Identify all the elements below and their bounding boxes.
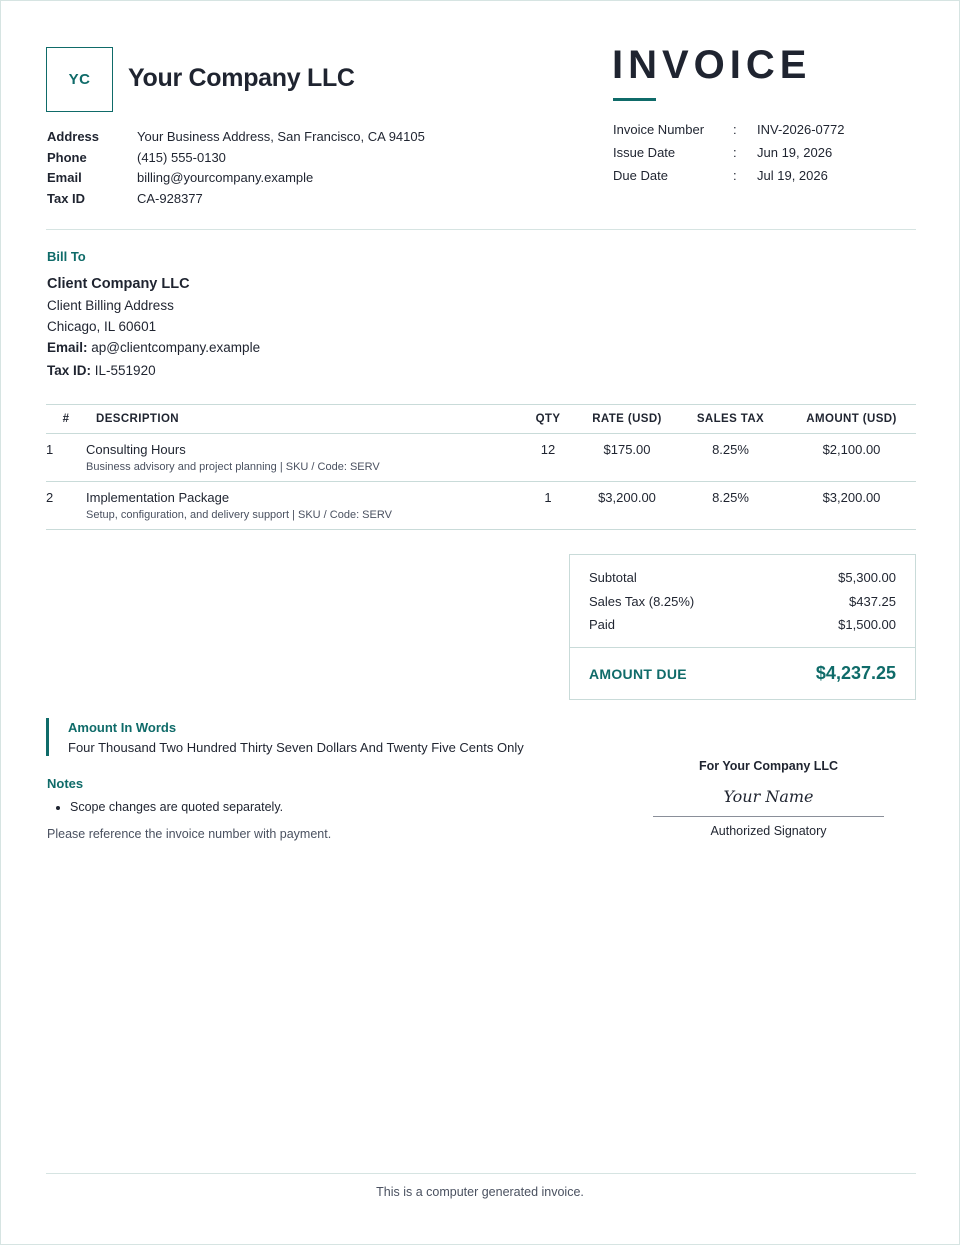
phone-value: (415) 555-0130 <box>137 149 226 165</box>
address-value: Your Business Address, San Francisco, CA 94105 <box>137 128 425 144</box>
client-taxid <box>47 363 447 378</box>
col-description-header: DESCRIPTION <box>86 405 516 434</box>
client-name: Client Company LLC <box>47 276 190 292</box>
signature-role: Authorized Signatory <box>710 824 827 838</box>
row-qty: 1 <box>516 482 580 530</box>
amount-due-row <box>589 663 896 684</box>
title-accent-rule <box>613 98 656 101</box>
invoice-meta <box>613 118 913 187</box>
signature-for: For Your Company LLC <box>698 759 839 773</box>
due-date-label: Due Date <box>613 168 668 183</box>
amount-in-words-label: Amount In Words <box>68 720 177 735</box>
email-label: Email <box>47 170 82 186</box>
col-tax-header: SALES TAX <box>674 405 787 434</box>
bill-to-section <box>47 249 447 378</box>
due-date-row <box>613 164 913 187</box>
company-details <box>47 126 527 209</box>
notes-extra-text: Please reference the invoice number with payment. <box>47 827 332 841</box>
sales-tax-label: Sales Tax (8.25%) <box>589 594 695 609</box>
company-address-row <box>47 126 527 147</box>
table-header-row <box>46 405 916 434</box>
col-qty-header: QTY <box>516 405 580 434</box>
client-taxid-value: IL-551920 <box>94 363 156 378</box>
signature-line <box>653 816 884 817</box>
company-logo <box>46 47 113 112</box>
sales-tax-row <box>589 594 896 609</box>
subtotal-value: $5,300.00 <box>838 570 896 585</box>
row-description <box>86 434 516 482</box>
notes-list <box>47 800 547 814</box>
company-email-row <box>47 167 527 188</box>
company-initials: YC <box>68 71 91 88</box>
bill-to-label: Bill To <box>47 249 86 264</box>
signature-block <box>653 759 884 838</box>
col-amount-header: AMOUNT (USD) <box>787 405 916 434</box>
line-items-table <box>46 404 916 530</box>
client-taxid-label: Tax ID: <box>47 363 92 378</box>
subtotal-row <box>589 570 896 585</box>
notes-label: Notes <box>47 776 84 791</box>
amount-in-words <box>46 718 606 756</box>
totals-box <box>569 554 916 700</box>
note-item: • Scope changes are quoted separately. <box>70 800 547 814</box>
row-tax: 8.25% <box>674 482 787 530</box>
paid-label: Paid <box>589 617 616 632</box>
amount-due-label: AMOUNT DUE <box>589 665 687 682</box>
row-qty: 12 <box>516 434 580 482</box>
item-detail: Setup, configuration, and delivery support | SKU / Code: SERV <box>86 509 392 521</box>
footer-divider <box>46 1173 916 1174</box>
meta-colon: : <box>733 145 737 160</box>
paid-row <box>589 617 896 632</box>
taxid-value: CA-928377 <box>137 190 203 206</box>
row-amount: $2,100.00 <box>787 434 916 482</box>
item-detail: Business advisory and project planning | SKU / Code: SERV <box>86 461 380 473</box>
company-taxid-row <box>47 188 527 209</box>
col-num-header: # <box>46 405 86 434</box>
phone-label: Phone <box>47 149 87 165</box>
meta-colon: : <box>733 168 737 183</box>
row-amount: $3,200.00 <box>787 482 916 530</box>
client-email <box>47 340 447 355</box>
issue-date-row <box>613 141 913 164</box>
amount-in-words-text: Four Thousand Two Hundred Thirty Seven Dollars And Twenty Five Cents Only <box>68 740 524 755</box>
totals-divider <box>570 647 915 648</box>
notes-section <box>47 776 547 841</box>
item-name: Consulting Hours <box>86 442 186 457</box>
issue-date-label: Issue Date <box>613 145 676 160</box>
taxid-label: Tax ID <box>47 190 86 206</box>
issue-date-value: Jun 19, 2026 <box>757 145 833 160</box>
row-num: 2 <box>46 482 86 530</box>
due-date-value: Jul 19, 2026 <box>757 168 828 183</box>
table-row <box>46 434 916 482</box>
row-rate: $175.00 <box>580 434 674 482</box>
address-label: Address <box>47 128 100 144</box>
meta-colon: : <box>733 122 737 137</box>
item-name: Implementation Package <box>86 490 230 505</box>
client-email-value: ap@clientcompany.example <box>91 340 261 355</box>
client-address-line1: Client Billing Address <box>47 298 174 313</box>
amount-due-value: $4,237.25 <box>815 663 896 683</box>
paid-value: $1,500.00 <box>838 617 896 632</box>
invoice-number-label: Invoice Number <box>613 122 705 137</box>
row-num: 1 <box>46 434 86 482</box>
company-name: Your Company LLC <box>128 64 355 92</box>
subtotal-label: Subtotal <box>589 570 637 585</box>
client-address-line2: Chicago, IL 60601 <box>47 319 157 334</box>
email-value: billing@yourcompany.example <box>137 170 314 186</box>
row-description <box>86 482 516 530</box>
invoice-title: INVOICE <box>612 43 812 87</box>
row-rate: $3,200.00 <box>580 482 674 530</box>
company-phone-row <box>47 147 527 168</box>
client-email-label: Email: <box>47 340 88 355</box>
table-row <box>46 482 916 530</box>
footer-text: This is a computer generated invoice. <box>376 1185 584 1199</box>
col-rate-header: RATE (USD) <box>580 405 674 434</box>
sales-tax-value: $437.25 <box>849 594 896 609</box>
invoice-number-value: INV-2026-0772 <box>757 122 845 137</box>
signature-name: Your Name <box>723 787 814 806</box>
header-divider <box>46 229 916 230</box>
invoice-number-row <box>613 118 913 141</box>
row-tax: 8.25% <box>674 434 787 482</box>
